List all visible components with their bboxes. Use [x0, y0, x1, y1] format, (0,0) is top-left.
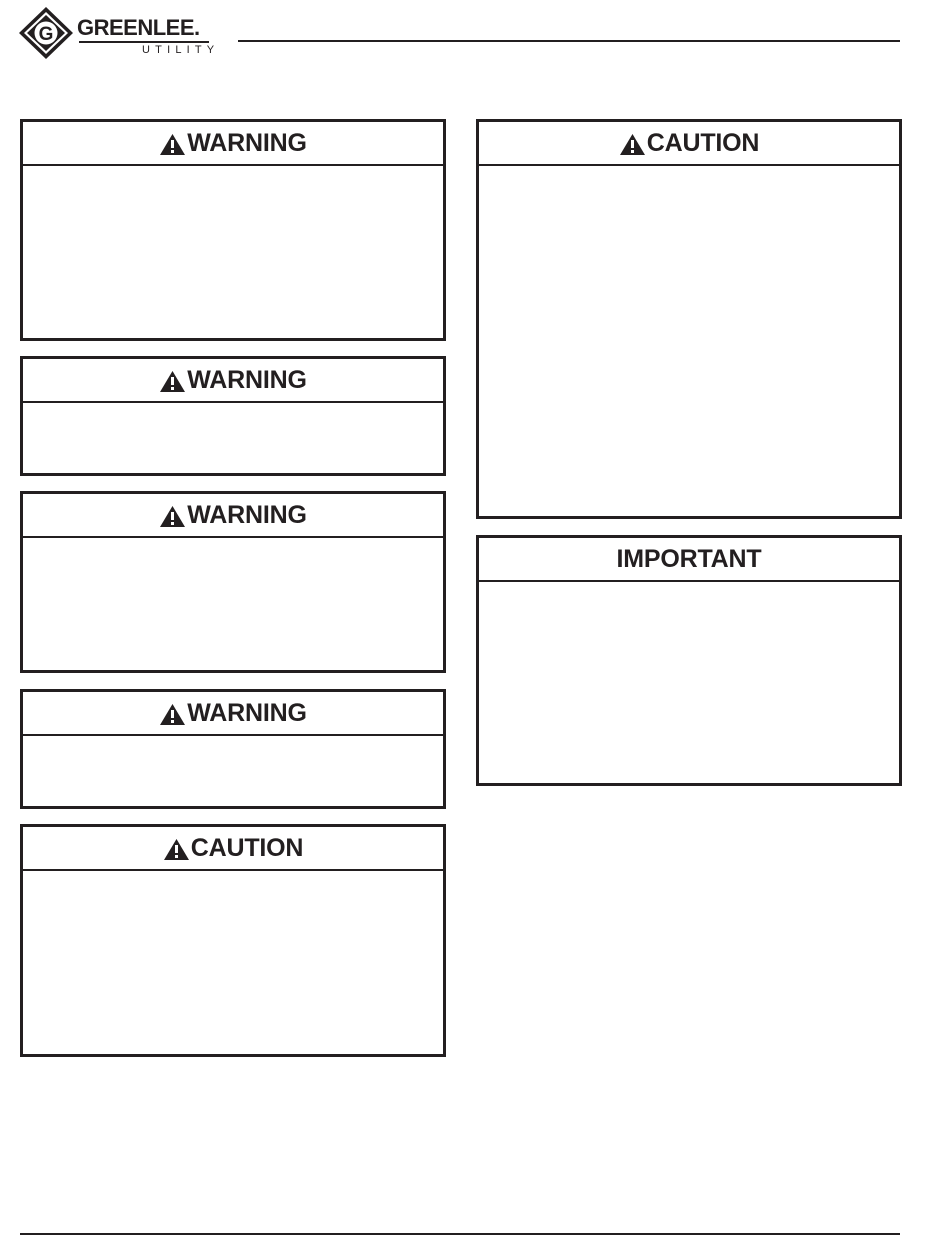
notice-header	[479, 538, 899, 582]
warning-box	[20, 356, 446, 476]
notice-title: WARNING	[187, 365, 307, 394]
notice-title: CAUTION	[646, 128, 760, 157]
notice-title: WARNING	[187, 500, 307, 529]
notice-header	[23, 827, 443, 871]
notice-header	[23, 692, 443, 736]
alert-triangle-icon	[159, 505, 186, 528]
brand-name: GREENLEE.	[77, 15, 200, 40]
notice-header	[23, 494, 443, 538]
greenlee-diamond-logo-icon	[18, 6, 74, 60]
notice-title: IMPORTANT	[616, 544, 762, 573]
notice-header	[23, 359, 443, 403]
header-rule	[238, 40, 900, 42]
caution-box	[20, 824, 446, 1057]
important-box	[476, 535, 902, 786]
footer-rule	[20, 1233, 900, 1235]
notice-title: WARNING	[187, 698, 307, 727]
alert-triangle-icon	[159, 370, 186, 393]
warning-box	[20, 689, 446, 809]
notice-title: CAUTION	[190, 833, 304, 862]
notice-header	[23, 122, 443, 166]
logo-letter: G	[38, 24, 54, 45]
alert-triangle-icon	[159, 133, 186, 156]
brand-underline	[79, 41, 209, 43]
caution-box	[476, 119, 902, 519]
notice-title: WARNING	[187, 128, 307, 157]
notice-header	[479, 122, 899, 166]
alert-triangle-icon	[163, 838, 190, 861]
warning-box	[20, 119, 446, 341]
alert-triangle-icon	[159, 703, 186, 726]
warning-box	[20, 491, 446, 673]
page-header	[0, 0, 950, 70]
greenlee-logo	[18, 6, 220, 60]
alert-triangle-icon	[619, 133, 646, 156]
brand-subtitle: UTILITY	[142, 44, 220, 56]
